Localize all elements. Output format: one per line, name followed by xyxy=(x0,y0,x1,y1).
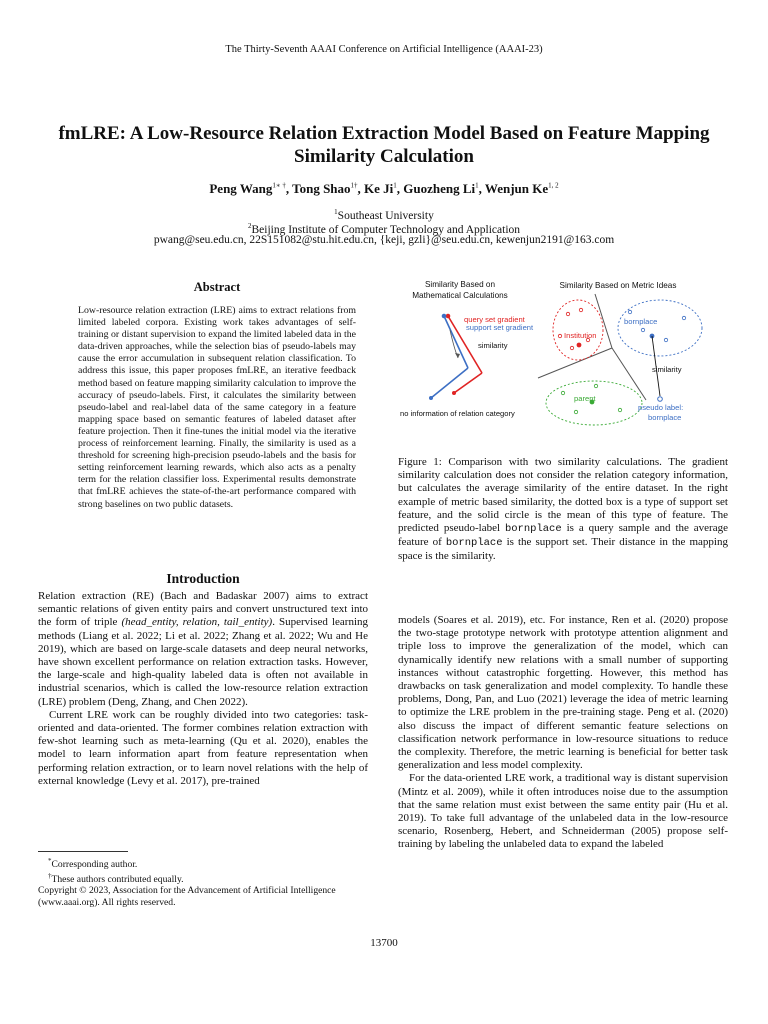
footnote-equal-text: These authors contributed equally. xyxy=(51,873,184,885)
author-emails: pwang@seu.edu.cn, 22S151082@stu.hit.edu.cn, {keji, gzli}@seu.edu.cn, kewenjun2191@163.com xyxy=(153,234,615,246)
parent-label: parent xyxy=(574,394,596,403)
query-point-icon xyxy=(446,314,451,319)
intro-left-column xyxy=(38,590,368,788)
author-name: Wenjun Ke xyxy=(484,181,549,196)
figure-1-diagram xyxy=(398,278,728,428)
parent-sample-icon xyxy=(618,408,621,411)
support-gradient-line-2 xyxy=(431,368,468,398)
query-set-gradient-label: query set gradient xyxy=(464,315,525,324)
footnote-rule xyxy=(38,851,128,852)
intro-paragraph-3: models (Soares et al. 2019), etc. For instance, Ren et al. (2020) propose the two-stage prototype network with prototype attention alignment and triple loss to improve the generalization of the model, which can dynamically identify new relations with a small number of supporting instances without catastrophic forgetting. However, this method has drawbacks on task generalization and model complexity. To handle these problems, Dong, Pan, and Luo (2021) leverage the idea of metric learning to optimize the LRE problem in the pre-training stage. Peng et al. (2020) also discuss the impact of different semantic feature selections on classification network performance in low-resource situations to reduce the complexity. Therefore, the metric learning is beneficial for better task generalization and less model complexity. xyxy=(398,614,728,772)
similarity-right-label: similarity xyxy=(652,365,682,374)
footnote-equal: †These authors contributed equally. xyxy=(48,871,184,885)
page-number: 13700 xyxy=(370,937,398,949)
caption-part-b: is a query sample and the average feature of xyxy=(398,522,728,549)
intro-paragraph-1 xyxy=(38,590,368,709)
intro-p1-b: . Supervised learning methods (Liang et al. 2022; Li et al. 2022; Zhang et al. 2022; Wu and He 2019), which are based on large-scale datasets and deep neural networks, have shown excellent performance on relation extraction tasks. However, the large-scale and high-quality labeled data is often not available in industrial scenarios, which is called the low-resource relation extraction (LRE) problem (Deng, Zhang, and Chen 2022). xyxy=(38,616,368,708)
paper-title xyxy=(0,122,768,168)
intro-p1-a: Relation extraction (RE) (Bach and Badaskar 2007) aims to extract semantic relations of given entity pairs and convert unstructured text into the form of triple xyxy=(38,590,368,629)
similarity-left-label: similarity xyxy=(478,341,508,350)
institution-sample-icon xyxy=(558,334,561,337)
caption-part-c: is the support set. Their distance in the mapping space is the similarity. xyxy=(398,536,728,563)
intro-triple: (head_entity, relation, tail_entity) xyxy=(121,616,273,629)
caption-code-2: bornplace xyxy=(445,537,503,550)
affiliation-mark: 1 xyxy=(334,208,338,216)
footnote-corresponding: *Corresponding author. xyxy=(48,857,138,871)
partition-line-right xyxy=(612,348,646,400)
author-name: Ke Ji xyxy=(364,181,394,196)
figure-left-title-2: Mathematical Calculations xyxy=(412,291,508,300)
bornplace-cluster xyxy=(618,300,702,356)
footnotes xyxy=(38,856,368,908)
abstract-text: Low-resource relation extraction (LRE) aims to extract relations from limited labeled corpora. Existing work takes advantages of self-training or distant supervision to expand the limited labeled data in the data-driven approaches, while the selection bias of pseudo-labels may cause the error accumulation in subsequent relation classification. To address this issue, this paper proposes fmLRE, an iterative feedback method based on feature mapping similarity calculation to improve the accuracy of pseudo-labels. First, it calculates the similarity between pseudo-label and real-label data of the same category in a feature mapping space based on semantic features of labeled dataset after feature projection. Then it fine-tunes the initial model via the iterative process of reinforcement learning. Finally, the similarity is used as a threshold for screening high-precision pseudo-labels and the basis for setting reinforcement learning rewards, which also acts as a penalty term for the relation classifier loss. Experimental results demonstrate that fmLRE achieves the state-of-the-art performance compared with strong baselines on two public datasets. xyxy=(78,305,356,510)
intro-right-column xyxy=(398,614,728,852)
author-mark: 1† xyxy=(350,181,358,190)
support-point-icon xyxy=(442,314,447,319)
title-line-1: fmLRE: A Low-Resource Relation Extraction Model Based on Feature Mapping xyxy=(58,123,710,144)
bornplace-cluster-label: bornplace xyxy=(624,317,658,326)
institution-cluster xyxy=(553,300,603,360)
institution-sample-icon xyxy=(566,312,569,315)
no-information-label: no information of relation category xyxy=(400,409,515,418)
pseudo-label-query-icon xyxy=(658,397,663,402)
parent-sample-icon xyxy=(594,384,597,387)
bornplace-sample-icon xyxy=(682,316,685,319)
footnote-corresponding-text: Corresponding author. xyxy=(51,859,138,871)
caption-part-a: Figure 1: Comparison with two similarity calculations. The gradient similarity calculation does not consider the relation category information, but calculates the average similarity of the entire dataset. In the right example of metric based similarity, the dotted box is a type of support set feature, and the solid circle is the mean of this type of feature. The predicted pseudo-label xyxy=(398,456,728,535)
query-end-icon xyxy=(452,391,456,395)
affiliation-name: Southeast University xyxy=(337,209,434,222)
bornplace-sample-icon xyxy=(664,338,667,341)
author-name: Peng Wang xyxy=(209,181,273,196)
affiliation-name: Beijing Institute of Computer Technology and Application xyxy=(251,223,521,236)
partition-line-left xyxy=(538,348,612,378)
pseudo-label-text-1: pseudo label: xyxy=(638,403,684,412)
pseudo-label-text-2: bornplace xyxy=(648,413,682,422)
bornplace-sample-icon xyxy=(628,310,631,313)
bornplace-sample-icon xyxy=(641,328,644,331)
conference-header: The Thirty-Seventh AAAI Conference on Artificial Intelligence (AAAI-23) xyxy=(225,44,543,55)
author-mark: 1 xyxy=(475,181,479,190)
copyright-notice: Copyright © 2023, Association for the Advancement of Artificial Intelligence (www.aaai.org). All rights reserved. xyxy=(38,885,336,908)
introduction-heading: Introduction xyxy=(166,571,240,586)
institution-sample-icon xyxy=(570,346,573,349)
author-mark: 1∗ † xyxy=(272,181,286,190)
affiliation-mark: 2 xyxy=(247,222,252,230)
institution-label: Institution xyxy=(564,331,597,340)
figure-1-caption xyxy=(398,456,728,564)
author-list: Peng Wang$^{1∗ \dagger}$, Tong Shao$^{1\dagger}$, Ke Ji$^1$, Guozheng Li$^1$, Wenjun Ke$^{1, 2}$ xyxy=(209,181,559,196)
institution-sample-icon xyxy=(579,308,582,311)
figure-left-title-1: Similarity Based on xyxy=(424,280,496,289)
institution-mean-icon xyxy=(577,343,582,348)
intro-paragraph-4: For the data-oriented LRE work, a traditional way is distant supervision (Mintz et al. 2009), while it often introduces noise due to the assumption that the same relation must exist between the same entity pair (Hu et al. 2019). To take full advantage of the unlabeled data in the low-resource scenario, Rosenberg, Hebert, and Schneiderman (2005) propose self-training by labeling the unlabeled data to expand the labeled xyxy=(398,772,728,851)
author-mark: 1, 2 xyxy=(548,181,559,190)
parent-sample-icon xyxy=(561,391,564,394)
intro-paragraph-2: Current LRE work can be roughly divided into two categories: task-oriented and data-oriented. The former combines relation extraction with few-shot learning such as meta-learning (Qu et al. 2020), enables the model to learn information apart from feature representation when performing relation extraction, or to learn novel relations with the help of external knowledge (Levy et al. 2017), pre-trained xyxy=(38,708,368,787)
parent-sample-icon xyxy=(574,410,577,413)
figure-right-title: Similarity Based on Metric Ideas xyxy=(559,281,677,290)
partition-line-top xyxy=(595,294,612,348)
author-name: Tong Shao xyxy=(292,181,351,196)
author-name: Guozheng Li xyxy=(403,181,476,196)
title-line-2: Similarity Calculation xyxy=(294,146,474,167)
support-end-icon xyxy=(429,396,433,400)
support-set-gradient-label: support set gradient xyxy=(466,323,534,332)
abstract-heading: Abstract xyxy=(193,280,241,294)
caption-code-1: bornplace xyxy=(504,523,562,536)
author-mark: 1 xyxy=(393,181,397,190)
